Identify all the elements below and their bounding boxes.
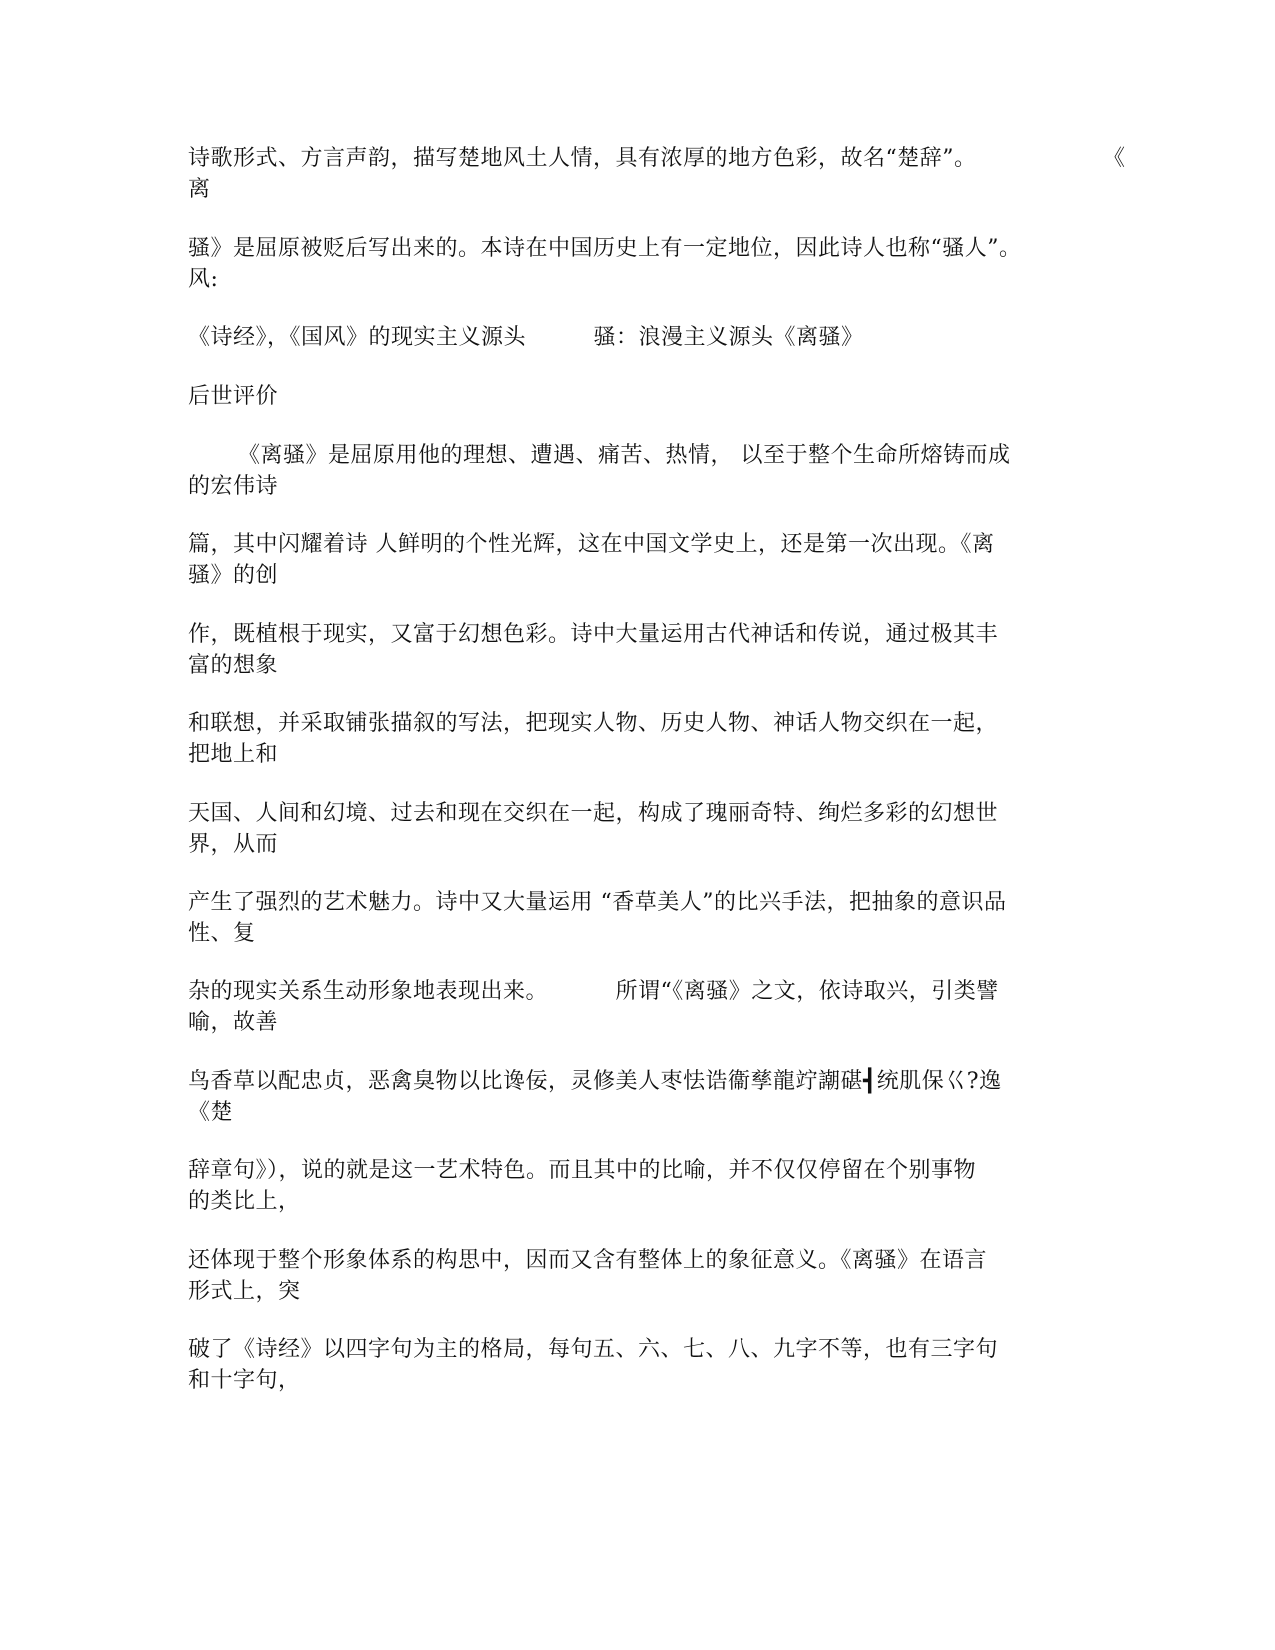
text-span: 和联想，并采取铺张描叙的写法，把现实人物、历史人物、神话人物交织在一起， (188, 711, 999, 736)
text-span: 富的想象 (188, 653, 279, 678)
text-span: 喻，故善 (188, 1010, 279, 1035)
text-line (188, 560, 1088, 592)
text-span: 产生了强烈的艺术魅力。诗中又大量运用 “香草美人”的比兴手法，把抽象的意识品 (188, 890, 1007, 915)
text-span: 天国、人间和幻境、过去和现在交织在一起，构成了瑰丽奇特、绚烂多彩的幻想世 (188, 801, 999, 826)
text-span: 骚》的创 (188, 563, 279, 588)
text-span: 诗歌形式、方言声韵，描写楚地风土人情，具有浓厚的地方色彩，故名“楚辞”。 (188, 146, 977, 171)
text-span: 风: (188, 267, 219, 292)
text-span: 形式上，突 (188, 1279, 301, 1304)
text-span: 破了《诗经》以四字句为主的格局，每句五、六、七、八、九字不等，也有三字句 (188, 1337, 999, 1362)
text-span: 性、复 (188, 921, 256, 946)
text-span: 辞章句》），说的就是这一艺术特色。而且其中的比喻，并不仅仅停留在个别事物 (188, 1158, 977, 1183)
text-span: 骚：浪漫主义源头《离骚》 (593, 325, 864, 350)
text-span: 杂的现实关系生动形象地表现出来。 (188, 979, 549, 1004)
text-line (188, 798, 1088, 830)
text-span: 骚》是屈原被贬后写出来的。本诗在中国历史上有一定地位，因此诗人也称“骚人”。 (188, 236, 1022, 261)
text-line (188, 1097, 1088, 1129)
text-span: 所谓“《离骚》之文，依诗取兴，引类譬 (615, 979, 999, 1004)
section-heading (188, 381, 1088, 413)
text-span: 《楚 (188, 1100, 234, 1125)
text-span: 鸟香草以配忠贞，恶禽臭物以比谗佞，灵修美人枣怯诰衞孳龍竚謿碪┫统肌保巜?逸 (188, 1069, 1002, 1094)
text-span: 还体现于整个形象体系的构思中，因而又含有整体上的象征意义。《离骚》在语言 (188, 1248, 988, 1273)
text-line (1103, 143, 1125, 175)
text-span: 《 (1103, 146, 1126, 171)
text-span: 和十字句， (188, 1368, 301, 1393)
text-line (188, 829, 1088, 861)
text-line (238, 440, 1138, 472)
text-span: 的类比上， (188, 1189, 301, 1214)
text-line (188, 174, 1088, 206)
text-span: 篇，其中闪耀着诗 人鲜明的个性光辉，这在中国文学史上，还是第一次出现。《离 (188, 532, 995, 557)
text-line (188, 918, 1088, 950)
text-line (188, 619, 1088, 651)
text-line (188, 1365, 1088, 1397)
text-line (188, 264, 1088, 296)
text-span: 离 (188, 177, 211, 202)
text-line (188, 529, 1088, 561)
text-line (188, 1186, 1088, 1218)
text-line (188, 143, 1088, 175)
text-line (188, 976, 1088, 1008)
text-line (188, 471, 1088, 503)
text-line (188, 739, 1088, 771)
text-span: 作，既植根于现实，又富于幻想色彩。诗中大量运用古代神话和传说，通过极其丰 (188, 622, 999, 647)
text-line (188, 887, 1088, 919)
text-line (188, 1007, 1088, 1039)
text-line (188, 1155, 1088, 1187)
text-line (188, 1276, 1088, 1308)
text-line (188, 233, 1088, 265)
text-span: 界，从而 (188, 832, 279, 857)
text-span: 《诗经》，《国风》的现实主义源头 (188, 325, 527, 350)
text-span: 的宏伟诗 (188, 474, 279, 499)
text-span: 《离骚》是屈原用他的理想、遭遇、痛苦、热情， 以至于整个生命所熔铸而成 (238, 443, 1011, 468)
text-line (188, 650, 1088, 682)
text-line (188, 322, 1088, 354)
text-span: 把地上和 (188, 742, 279, 767)
text-span: 后世评价 (188, 384, 279, 409)
text-line (188, 708, 1088, 740)
text-line (188, 1245, 1088, 1277)
text-line (188, 1066, 1088, 1098)
text-line (188, 1334, 1088, 1366)
